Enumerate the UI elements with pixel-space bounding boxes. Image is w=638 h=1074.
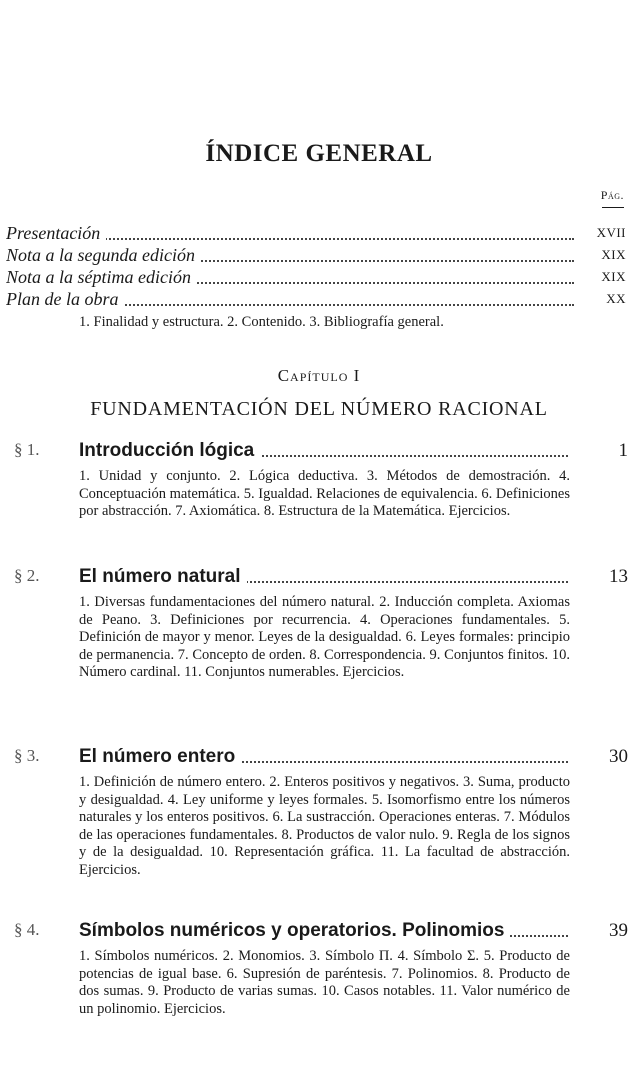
toc-section-2[interactable] (0, 564, 628, 590)
chapter-title: FUNDAMENTACIÓN DEL NÚMERO RACIONAL (90, 398, 548, 420)
section-description: 1. Unidad y conjunto. 2. Lógica deductiva. 3. Métodos de demostración. 4. Conceptuación matemática. 5. Igualdad. Relaciones de equivalencia. 6. Definiciones por abstracción. 7. Axiomática. 8. Estructura de la Matemática. Ejercicios. (79, 468, 570, 520)
section-title: Introducción lógica (79, 440, 260, 461)
entry-page: XVII (578, 222, 626, 244)
entry-title: Presentación (6, 223, 106, 243)
toc-entry-nota-septima[interactable] (6, 266, 626, 288)
entry-page: XIX (578, 266, 626, 288)
section-description: 1. Definición de número entero. 2. Enteros positivos y negativos. 3. Suma, producto y desigualdad. 4. Ley uniforme y leyes formales. 5. Isomorfismo entre los números naturales y los enteros positivos. 6. La sustracción. Operaciones enteras. 7. Módulos de las operaciones fundamentales. 8. Productos de valor nulo. 9. Regla de los signos y de la desigualdad. 10. Representación gráfica. 11. La facultad de abstracción. Ejercicios. (79, 774, 570, 878)
section-title: El número entero (79, 746, 241, 767)
section-title: Símbolos numéricos y operatorios. Polinomios (79, 920, 510, 941)
section-description: 1. Símbolos numéricos. 2. Monomios. 3. Símbolo Π. 4. Símbolo Σ. 5. Producto de potencias de igual base. 6. Supresión de paréntesis. 7. Polinomios. 8. Producto de dos sumas. 9. Producto de varias sumas. 10. Casos notables. 11. Valor numérico de un polinomio. Ejercicios. (79, 948, 570, 1017)
toc-entry-plan[interactable] (6, 288, 626, 310)
section-number: § 2. (14, 566, 40, 585)
entry-title: Nota a la séptima edición (6, 267, 197, 287)
page-column-label: Pág. (600, 188, 624, 202)
entry-title: Plan de la obra (6, 289, 125, 309)
toc-section-4[interactable] (0, 918, 628, 944)
section-page: 39 (609, 920, 628, 941)
section-page: 1 (618, 440, 628, 461)
toc-entry-presentacion[interactable] (6, 222, 626, 244)
toc-section-3[interactable] (0, 744, 628, 770)
section-title: El número natural (79, 566, 247, 587)
section-page: 30 (609, 746, 628, 767)
page-column-rule (602, 207, 624, 208)
toc-entry-nota-segunda[interactable] (6, 244, 626, 266)
section-number: § 3. (14, 746, 40, 765)
entry-title: Nota a la segunda edición (6, 245, 201, 265)
chapter-label: Capítulo I (277, 366, 361, 385)
plan-description: 1. Finalidad y estructura. 2. Contenido. 3. Bibliografía general. (79, 314, 444, 330)
entry-page: XIX (578, 244, 626, 266)
entry-page: XX (578, 288, 626, 310)
page-title: ÍNDICE GENERAL (205, 140, 433, 167)
toc-section-1[interactable] (0, 438, 628, 464)
section-number: § 4. (14, 920, 40, 939)
section-number: § 1. (14, 440, 40, 459)
section-page: 13 (609, 566, 628, 587)
section-description: 1. Diversas fundamentaciones del número natural. 2. Inducción completa. Axiomas de Peano. 3. Definiciones por recurrencia. 4. Operaciones fundamentales. 5. Definición de mayor y menor. Leyes de la desigualdad. 6. Leyes formales: principio de permanencia. 7. Concepto de orden. 8. Correspondencia. 9. Conjuntos finitos. 10. Número cardinal. 11. Conjuntos numerables. Ejercicios. (79, 594, 570, 681)
